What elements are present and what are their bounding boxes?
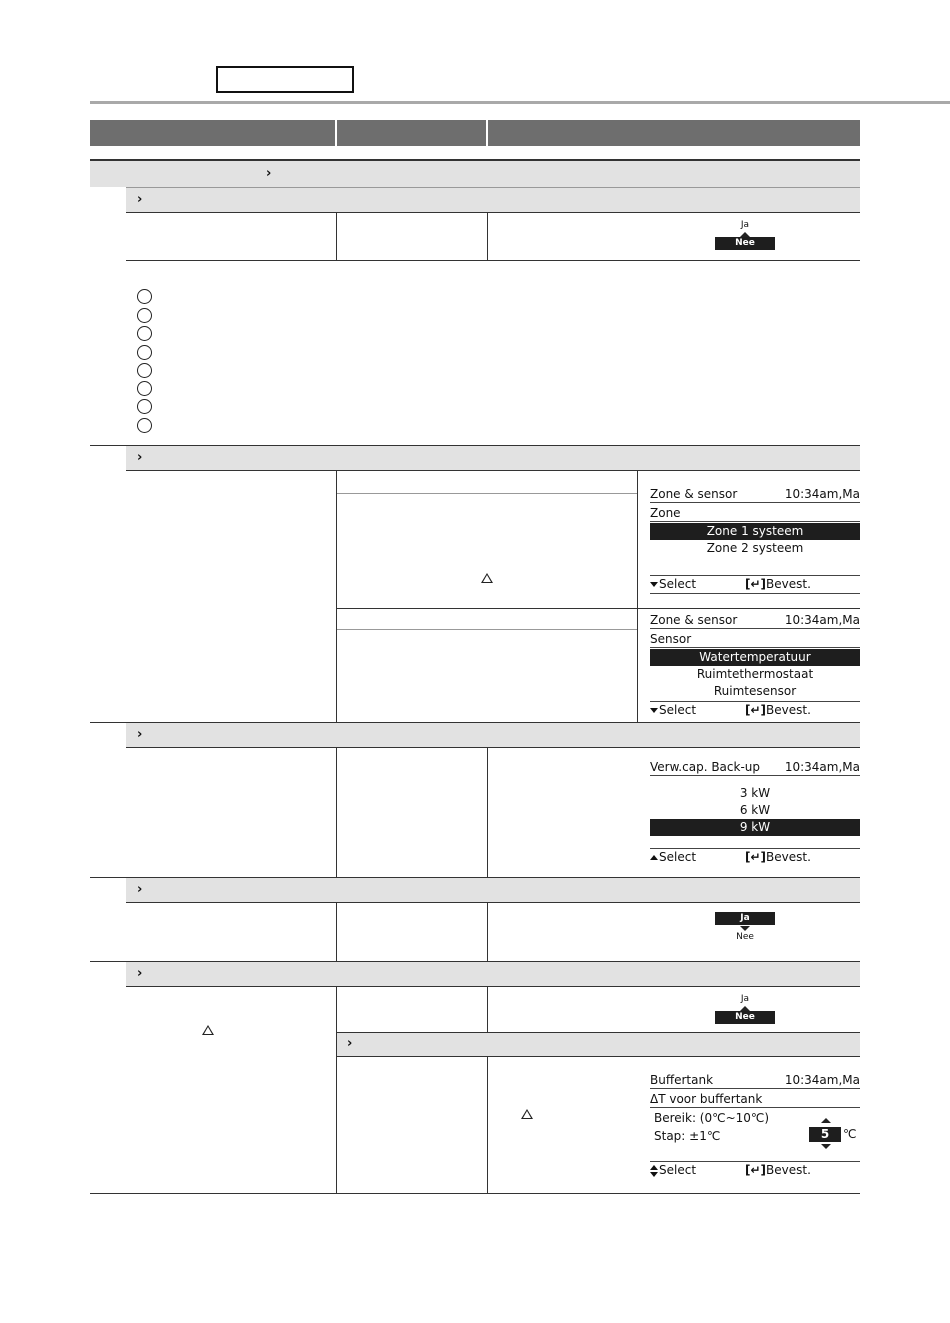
range-label: Bereik: (0℃~10℃)	[654, 1111, 770, 1125]
screen-divider	[650, 647, 860, 648]
footer-confirm: Bevest.	[766, 703, 811, 717]
screen-divider	[650, 575, 860, 576]
circle-marker-icon	[137, 399, 152, 414]
screen-divider	[650, 1107, 860, 1108]
buffer-tank-screen	[650, 1073, 860, 1181]
step-label: Stap: ±1℃	[654, 1129, 721, 1143]
circle-marker-icon	[137, 345, 152, 360]
yes-no-toggle-2[interactable]	[715, 912, 775, 943]
chevron-right-icon: ›	[137, 450, 143, 465]
subsection-band-6	[337, 1033, 860, 1056]
enter-icon: [↵]	[745, 850, 767, 864]
row-rule	[126, 747, 860, 748]
toggle-option-up[interactable]: Ja	[740, 994, 750, 1004]
screen-option-selected[interactable]: 9 kW	[650, 819, 860, 836]
screen-subtitle: ΔT voor buffertank	[650, 1092, 763, 1106]
warning-triangle-icon	[202, 1025, 214, 1035]
col-divider	[487, 212, 488, 260]
footer-select: Select	[659, 1163, 697, 1177]
circle-marker-icon	[137, 363, 152, 378]
col-divider	[336, 986, 337, 1193]
screen-divider	[650, 593, 860, 594]
screen-clock: 10:34am,Ma	[784, 487, 860, 501]
zone-screen	[650, 487, 860, 597]
col-divider	[487, 1056, 488, 1193]
footer-select: Select	[659, 703, 697, 717]
row-rule	[337, 493, 637, 494]
screen-option-selected[interactable]: Watertemperatuur	[650, 649, 860, 666]
arrow-down-icon	[650, 708, 658, 713]
screen-option[interactable]: Zone 2 systeem	[706, 541, 804, 555]
toggle-option-selected[interactable]: Nee	[715, 1011, 775, 1024]
row-rule	[337, 608, 860, 609]
arrow-down-icon[interactable]	[821, 1144, 831, 1149]
screen-subtitle: Sensor	[650, 632, 692, 646]
screen-option[interactable]: 6 kW	[739, 803, 771, 817]
chevron-right-icon: ›	[347, 1036, 353, 1051]
screen-option[interactable]: Ruimtesensor	[713, 684, 797, 698]
chevron-right-icon: ›	[137, 192, 143, 207]
backup-capacity-screen	[650, 760, 860, 868]
screen-title: Buffertank	[650, 1073, 714, 1087]
screen-title: Zone & sensor	[650, 613, 738, 627]
yes-no-toggle-3[interactable]	[715, 993, 775, 1024]
col-divider	[487, 902, 488, 961]
enter-icon: [↵]	[745, 703, 767, 717]
table-header-col-2	[337, 120, 486, 146]
row-rule	[126, 212, 860, 213]
col-divider	[487, 986, 488, 1032]
arrow-up-down-icon	[650, 1165, 658, 1177]
screen-option[interactable]: Ruimtethermostaat	[696, 667, 814, 681]
screen-divider	[650, 848, 860, 849]
screen-clock: 10:34am,Ma	[784, 760, 860, 774]
circle-marker-icon	[137, 308, 152, 323]
arrow-down-icon	[650, 582, 658, 587]
row-rule	[126, 470, 860, 471]
footer-select: Select	[659, 850, 697, 864]
value-unit: ℃	[843, 1127, 857, 1141]
screen-subtitle: Zone	[650, 506, 681, 520]
chevron-right-icon: ›	[137, 882, 143, 897]
screen-option[interactable]: 3 kW	[739, 786, 771, 800]
screen-divider	[650, 775, 860, 776]
row-rule	[126, 902, 860, 903]
screen-clock: 10:34am,Ma	[784, 1073, 860, 1087]
screen-title: Verw.cap. Back-up	[650, 760, 761, 774]
arrow-up-icon	[650, 855, 658, 860]
col-divider	[487, 747, 488, 877]
screen-option-selected[interactable]: Zone 1 systeem	[650, 523, 860, 540]
warning-triangle-icon	[481, 573, 493, 583]
subsection-band-1	[126, 188, 860, 212]
footer-select: Select	[659, 577, 697, 591]
toggle-option-selected[interactable]: Nee	[715, 237, 775, 250]
table-bottom-rule	[90, 1193, 860, 1194]
subsection-band-4	[126, 878, 860, 902]
value-stepper[interactable]: 5	[809, 1127, 841, 1142]
table-header-col-3	[488, 120, 860, 146]
warning-triangle-icon	[521, 1109, 533, 1119]
footer-confirm: Bevest.	[766, 1163, 811, 1177]
subsection-band-2	[126, 446, 860, 470]
subsection-band-5	[126, 962, 860, 986]
circle-marker-icon	[137, 289, 152, 304]
table-header-col-1	[90, 120, 335, 146]
circle-marker-icon	[137, 326, 152, 341]
col-divider	[336, 212, 337, 260]
sensor-screen	[650, 613, 860, 719]
arrow-up-icon[interactable]	[821, 1118, 831, 1123]
chevron-right-icon: ›	[137, 966, 143, 981]
row-rule	[337, 1056, 860, 1057]
screen-clock: 10:34am,Ma	[784, 613, 860, 627]
footer-confirm: Bevest.	[766, 577, 811, 591]
footer-confirm: Bevest.	[766, 850, 811, 864]
toggle-option-up[interactable]: Ja	[740, 220, 750, 230]
chevron-right-icon: ›	[266, 166, 272, 181]
header-rule	[90, 101, 950, 104]
yes-no-toggle-1[interactable]	[715, 219, 775, 250]
toggle-option-selected[interactable]: Ja	[715, 912, 775, 925]
row-rule	[126, 260, 860, 261]
screen-divider	[650, 521, 860, 522]
enter-icon: [↵]	[745, 577, 767, 591]
row-rule	[126, 986, 860, 987]
row-rule	[337, 629, 637, 630]
col-divider	[637, 470, 638, 722]
chevron-right-icon: ›	[137, 727, 143, 742]
subsection-band-3	[126, 723, 860, 747]
col-divider	[336, 902, 337, 961]
col-divider	[336, 747, 337, 877]
circle-marker-icon	[137, 381, 152, 396]
enter-icon: [↵]	[745, 1163, 767, 1177]
circle-marker-icon	[137, 418, 152, 433]
screen-divider	[650, 701, 860, 702]
col-divider	[336, 470, 337, 722]
toggle-option-down[interactable]: Nee	[736, 932, 754, 942]
screen-divider	[650, 628, 860, 629]
header-tag-box	[216, 66, 354, 93]
screen-title: Zone & sensor	[650, 487, 738, 501]
section-band-main	[90, 161, 860, 187]
screen-divider	[650, 1088, 860, 1089]
screen-divider	[650, 502, 860, 503]
screen-divider	[650, 1161, 860, 1162]
